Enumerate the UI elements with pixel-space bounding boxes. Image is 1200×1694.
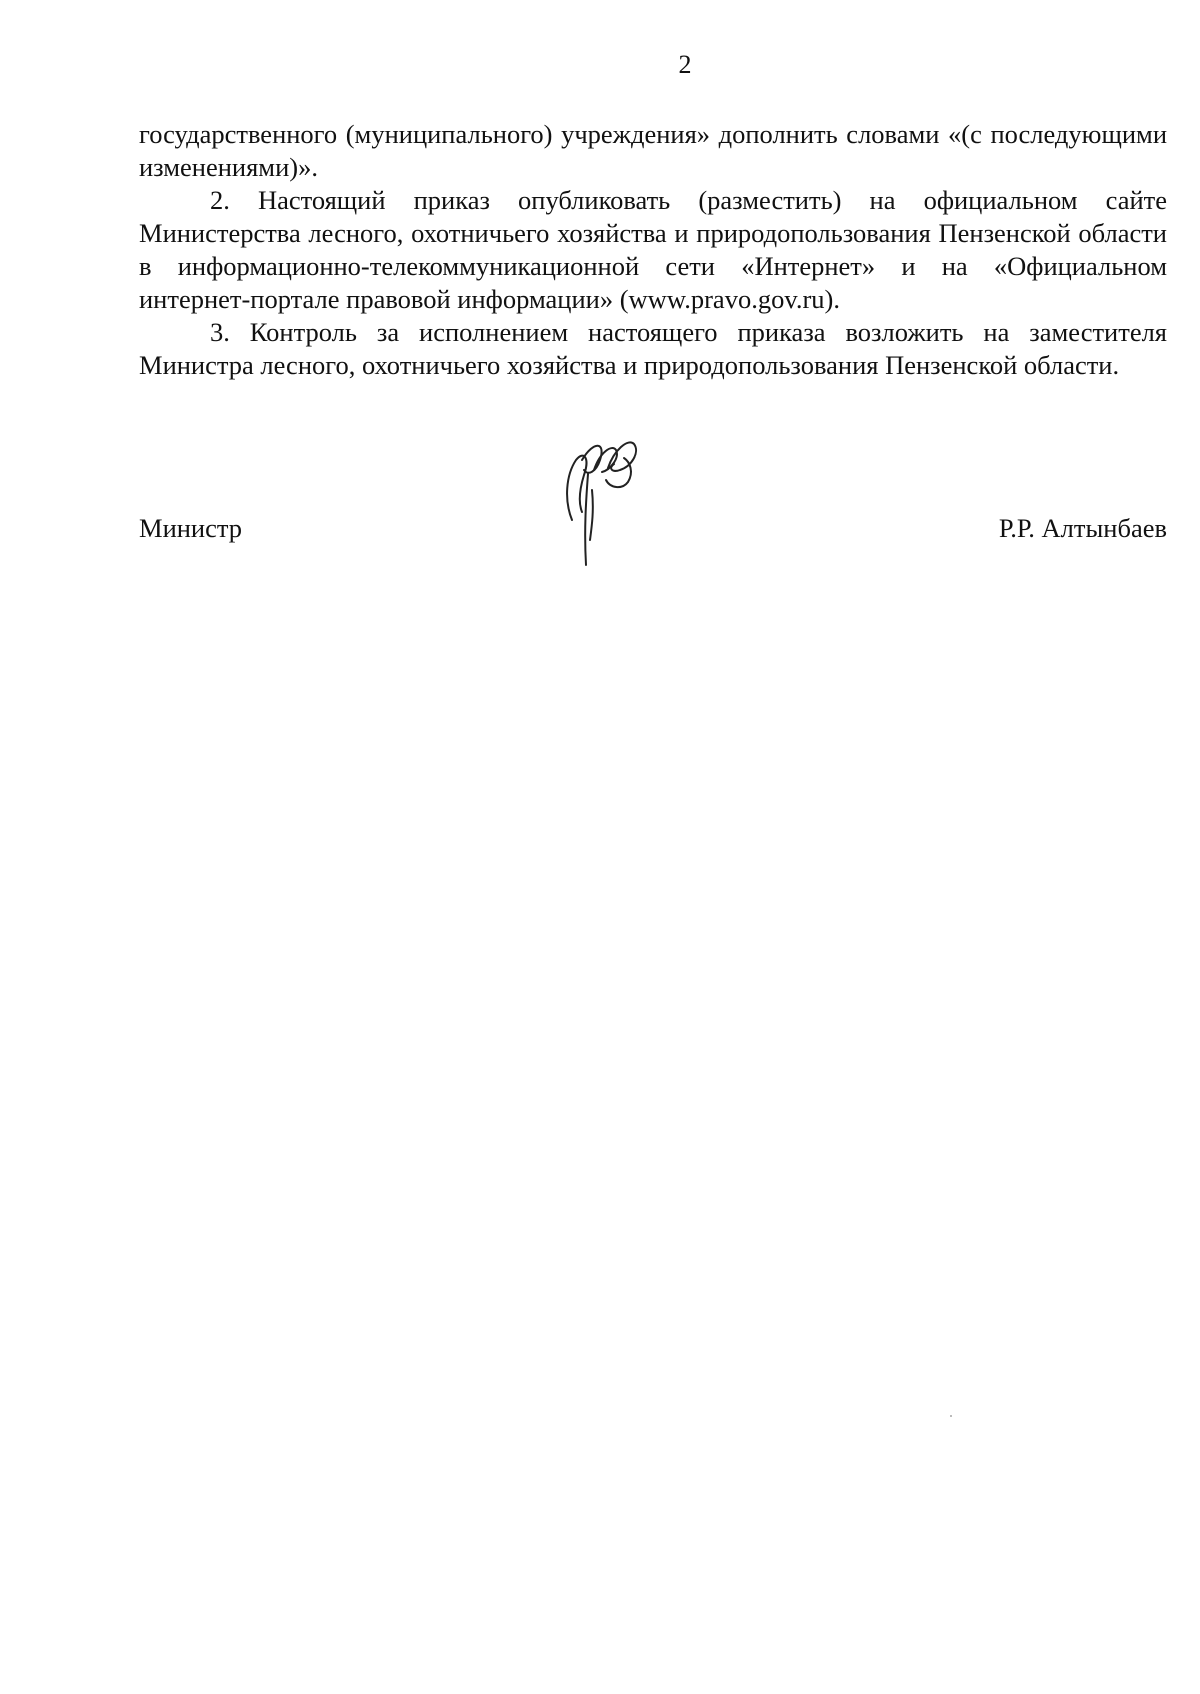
- paragraph-continuation: государственного (муниципального) учреждения» дополнить словами «(с последующими изменениями)».: [139, 119, 1167, 182]
- signature-block: [139, 430, 1167, 570]
- page-number: 2: [678, 50, 692, 79]
- document-body: [139, 118, 1167, 382]
- paragraph-3: 3. Контроль за исполнением настоящего приказа возложить на заместителя Министра лесного, охотничьего хозяйства и природопользования Пензенской области.: [139, 317, 1167, 380]
- signatory-title: Министр: [139, 513, 243, 543]
- paragraph-2: 2. Настоящий приказ опубликовать (разместить) на официальном сайте Министерства лесного, охотничьего хозяйства и природопользования Пензенской области в информационно-телекоммуникационной сети «Интернет» и на «Официальном интернет-портале правовой информации» (www.pravo.gov.ru).: [139, 185, 1167, 314]
- scan-speck: [950, 1415, 952, 1417]
- signatory-name: Р.Р. Алтынбаев: [998, 513, 1167, 543]
- handwritten-signature: [554, 430, 654, 570]
